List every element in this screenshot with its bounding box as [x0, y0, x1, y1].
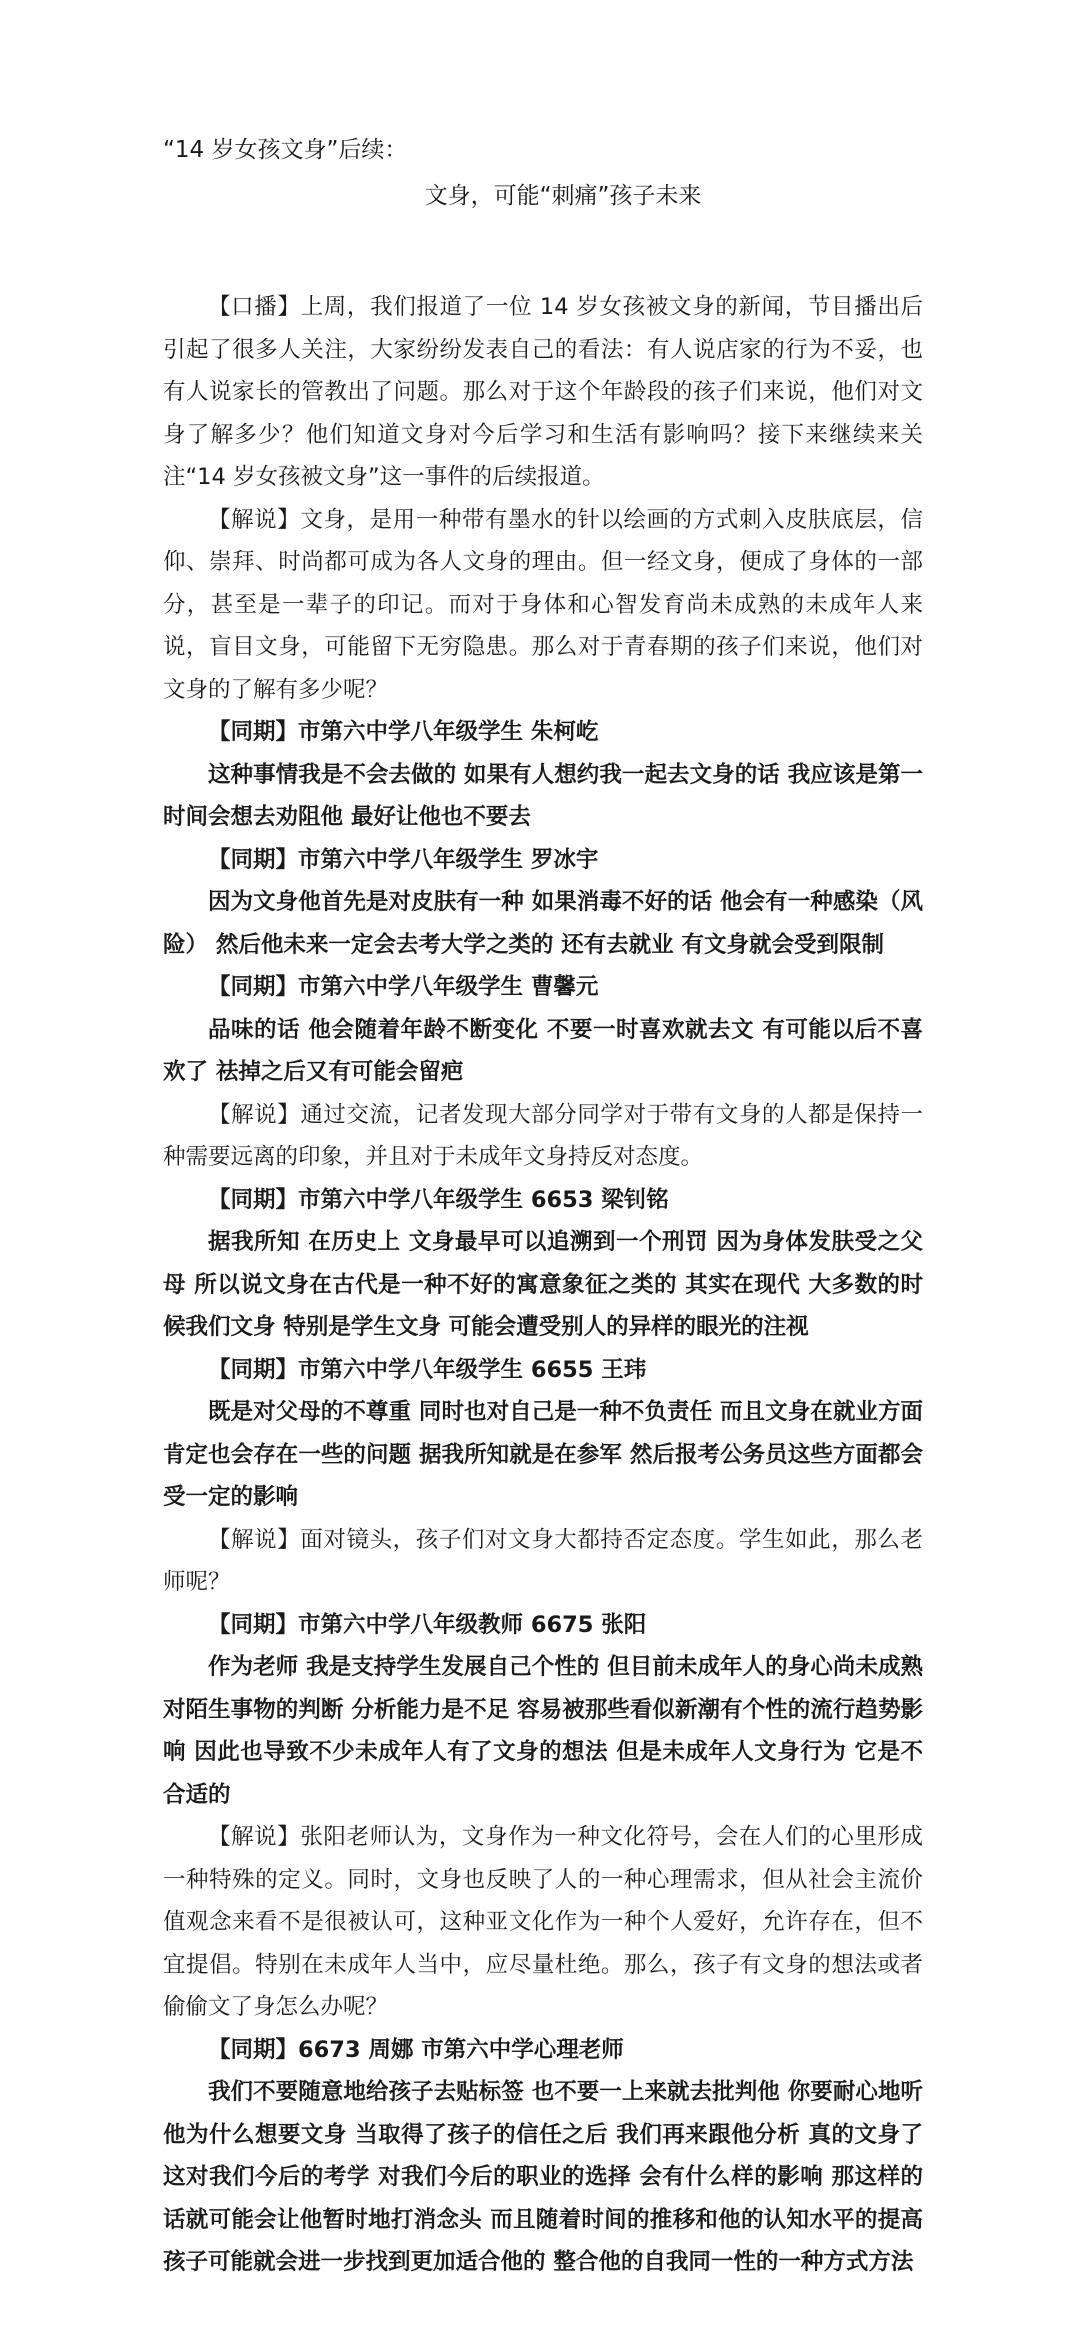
quote-paragraph: 品味的话 他会随着年龄不断变化 不要一时喜欢就去文 有可能以后不喜欢了 祛掉之后又有可能会留疤 — [163, 1016, 923, 1085]
quote-paragraph: 因为文身他首先是对皮肤有一种 如果消毒不好的话 他会有一种感染（风险） 然后他未来一定会去考大学之类的 还有去就业 有文身就会受到限制 — [163, 889, 923, 958]
quote-paragraph: 既是对父母的不尊重 同时也对自己是一种不负责任 而且文身在就业方面肯定也会存在一些的问题 据我所知就是在参军 然后报考公务员这些方面都会受一定的影响 — [163, 1399, 923, 1510]
quote-paragraph: 这种事情我是不会去做的 如果有人想约我一起去文身的话 我应该是第一时间会想去劝阻他 最好让他也不要去 — [163, 761, 923, 830]
document-title: 文身，可能“刺痛”孩子未来 — [424, 183, 702, 209]
narration-paragraph: 【口播】上周，我们报道了一位 14 岁女孩被文身的新闻，节目播出后引起了很多人关注，大家纷纷发表自己的看法：有人说店家的行为不妥，也有人说家长的管教出了问题。那么对于这个年龄段的孩子们来说，他们对文身了解多少？他们知道文身对今后学习和生活有影响吗？接下来继续来关注“14 岁女孩被文身”这一事件的后续报道。 — [163, 294, 923, 490]
speaker-heading: 【同期】市第六中学八年级学生 曹馨元 — [208, 974, 599, 1000]
narration-paragraph: 【解说】面对镜头，孩子们对文身大都持否定态度。学生如此，那么老师呢？ — [163, 1526, 923, 1595]
speaker-heading: 【同期】市第六中学八年级学生 6655 王玮 — [208, 1356, 647, 1383]
speaker-heading: 【同期】市第六中学八年级教师 6675 张阳 — [208, 1611, 647, 1638]
document-kicker: “14 岁女孩文身”后续： — [163, 137, 408, 163]
narration-paragraph: 【解说】通过交流，记者发现大部分同学对于带有文身的人都是保持一种需要远离的印象，并且对于未成年文身持反对态度。 — [163, 1101, 923, 1170]
document-page — [163, 130, 923, 2284]
quote-paragraph: 作为老师 我是支持学生发展自己个性的 但目前未成年人的身心尚未成熟 对陌生事物的判断 分析能力是不足 容易被那些看似新潮有个性的流行趋势影响 因此也导致不少未成年人有了文身的想法 但是未成年人文身行为 它是不合适的 — [163, 1654, 923, 1808]
document-body — [163, 286, 923, 2284]
quote-paragraph: 据我所知 在历史上 文身最早可以追溯到一个刑罚 因为身体发肤受之父母 所以说文身在古代是一种不好的寓意象征之类的 其实在现代 大多数的时候我们文身 特别是学生文身 可能会遭受别人的异样的眼光的注视 — [163, 1229, 923, 1340]
speaker-heading: 【同期】6673 周娜 市第六中学心理老师 — [208, 2036, 624, 2063]
quote-paragraph: 我们不要随意地给孩子去贴标签 也不要一上来就去批判他 你要耐心地听他为什么想要文身 当取得了孩子的信任之后 我们再来跟他分析 真的文身了这对我们今后的考学 对我们今后的职业的选择 会有什么样的影响 那这样的话就可能会让他暂时地打消念头 而且随着时间的推移和他的认知水平的提高 孩子可能就会进一步找到更加适合他的 整合他的自我同一性的一种方式方法 — [163, 2079, 923, 2275]
speaker-heading: 【同期】市第六中学八年级学生 6653 梁钊铭 — [208, 1186, 669, 1213]
speaker-heading: 【同期】市第六中学八年级学生 朱柯屹 — [208, 719, 599, 745]
narration-paragraph: 【解说】张阳老师认为，文身作为一种文化符号，会在人们的心里形成一种特殊的定义。同时，文身也反映了人的一种心理需求，但从社会主流价值观念来看不是很被认可，这种亚文化作为一种个人爱好，允许存在，但不宜提倡。特别在未成年人当中，应尽量杜绝。那么，孩子有文身的想法或者偷偷文了身怎么办呢？ — [163, 1824, 923, 2020]
speaker-heading: 【同期】市第六中学八年级学生 罗冰宇 — [208, 846, 599, 873]
narration-paragraph: 【解说】文身，是用一种带有墨水的针以绘画的方式刺入皮肤底层，信仰、崇拜、时尚都可成为各人文身的理由。但一经文身，便成了身体的一部分，甚至是一辈子的印记。而对于身体和心智发育尚未成熟的未成年人来说，盲目文身，可能留下无穷隐患。那么对于青春期的孩子们来说，他们对文身的了解有多少呢？ — [163, 506, 923, 703]
